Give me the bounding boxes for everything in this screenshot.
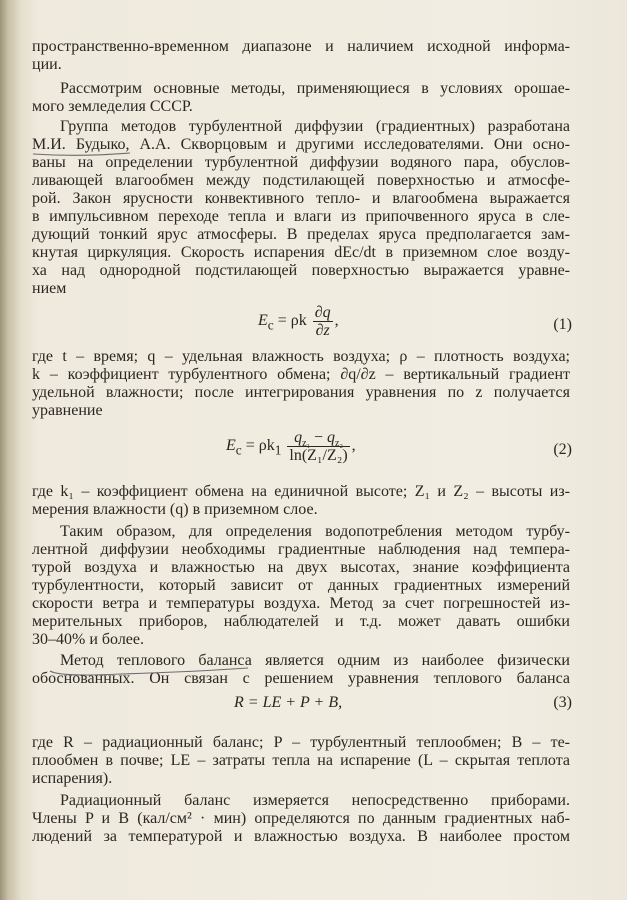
text-line: Метод теплового баланса является одним из наиболее физически [60, 652, 570, 669]
text-line: скорости ветра и температуры воздуха. Метод за счет погрешностей из- [32, 595, 570, 612]
text-line: плообмен в почве; LE – затраты тепла на испарение (L – скрытая теплота [32, 752, 570, 769]
eq2-k-sub: 1 [274, 442, 282, 458]
equation-1-number: (1) [553, 316, 572, 333]
text-line: ваны на определении турбулентной диффузии водяного пара, обуслов- [32, 154, 570, 171]
text-line: людений за температурой и влажностью воздуха. В наиболее простом [32, 828, 570, 845]
text-line: мерительных приборов, наблюдателей и т.д. может давать ошибки [32, 613, 570, 630]
eq1-rho-k: = ρk [273, 312, 307, 330]
equation-2 [226, 429, 356, 464]
text-line: кнутая циркуляция. Скорость испарения dEc/dt в приземном слое возду- [32, 244, 570, 261]
text-line: мерения влажности (q) в приземном слое. [32, 501, 318, 518]
eq1-lhs-sub: c [267, 317, 274, 333]
text-line: удельной влажности; после интегрирования уравнения по z получается [32, 384, 570, 401]
text-line: нием [32, 280, 67, 297]
eq2-lhs-sub: c [235, 442, 242, 458]
text-line: испарения). [32, 770, 113, 787]
text-line: 30–40% и более. [32, 631, 145, 648]
eq2-qa-sub: z₁ [302, 438, 310, 450]
equation-3-number: (3) [553, 694, 572, 711]
text-line: лентной диффузии необходимы градиентные наблюдения над темпера- [32, 541, 570, 558]
eq2-rho-k: = ρk [241, 437, 275, 455]
text-line: М.И. Будыко, А.А. Скворцовым и другими исследователями. Они осно- [32, 136, 570, 153]
text-line: ливающей влагообмен между подстилающей поверхностью и атмосфе- [32, 172, 570, 189]
text-line: мого земледелия СССР. [32, 98, 193, 115]
eq2-denominator: ln(Z₁/Z₂) [289, 447, 348, 464]
equation-2-number: (2) [553, 441, 572, 458]
eq2-fraction [287, 429, 349, 464]
text-line: обоснованных. Он связан с решением уравнения теплового баланса [32, 670, 570, 687]
text-line: Члены P и B (кал/см² · мин) определяются по данным градиентных наб- [32, 810, 570, 827]
text-line: турбулентности, который зависит от данных градиентных измерений [32, 577, 570, 594]
text-line: турой воздуха и влажностью на двух высотах, знание коэффициента [32, 559, 570, 576]
text-line: в импульсивном переходе тепла и влаги из припочвенного яруса в сле- [32, 208, 570, 225]
text-line: Таким образом, для определения водопотребления методом турбу- [60, 523, 570, 540]
eq1-fraction [313, 304, 333, 339]
text-line: ха над однородной подстилающей поверхностью выражается уравне- [32, 262, 570, 279]
text-line: где t – время; q – удельная влажность воздуха; ρ – плотность воздуха; [32, 348, 570, 365]
text-line: k – коэффициент турбулентного обмена; ∂q/∂z – вертикальный градиент [32, 366, 570, 383]
text-line: уравнение [32, 402, 103, 419]
eq2-comma: , [351, 437, 356, 455]
eq1-denominator: ∂z [315, 322, 330, 339]
eq2-qb-sub: z₂ [335, 438, 343, 450]
eq2-minus: − [310, 429, 328, 446]
eq2-qa: q [294, 429, 303, 446]
text-line: Группа методов турбулентной диффузии (градиентных) разработана [60, 118, 570, 135]
text-line: ции. [32, 56, 62, 73]
text-line: Радиационный баланс измеряется непосредственно приборами. [60, 792, 570, 809]
text-line: где k₁ – коэффициент обмена на единичной высоте; Z₁ и Z₂ – высоты из- [32, 483, 570, 500]
equation-1 [258, 304, 339, 339]
eq1-comma: , [334, 312, 339, 330]
eq1-lhs: E [258, 312, 268, 330]
text-line: рой. Закон ярусности конвективного тепло- и влагообмена выражается [32, 190, 570, 207]
text-line: пространственно-временном диапазоне и наличием исходной информа- [32, 38, 570, 55]
eq1-numerator: ∂q [314, 304, 331, 321]
text-line: где R – радиационный баланс; P – турбулентный теплообмен; B – те- [32, 734, 570, 751]
text-line: Рассмотрим основные методы, применяющиеся в условиях орошае- [60, 80, 570, 97]
equation-3: R = LE + P + B, [234, 694, 343, 711]
eq2-lhs: E [226, 437, 236, 455]
eq2-qb: q [327, 429, 336, 446]
text-line: дующий тонкий ярус атмосферы. В пределах яруса предполагается зам- [32, 226, 570, 243]
eq2-numerator [287, 429, 349, 450]
